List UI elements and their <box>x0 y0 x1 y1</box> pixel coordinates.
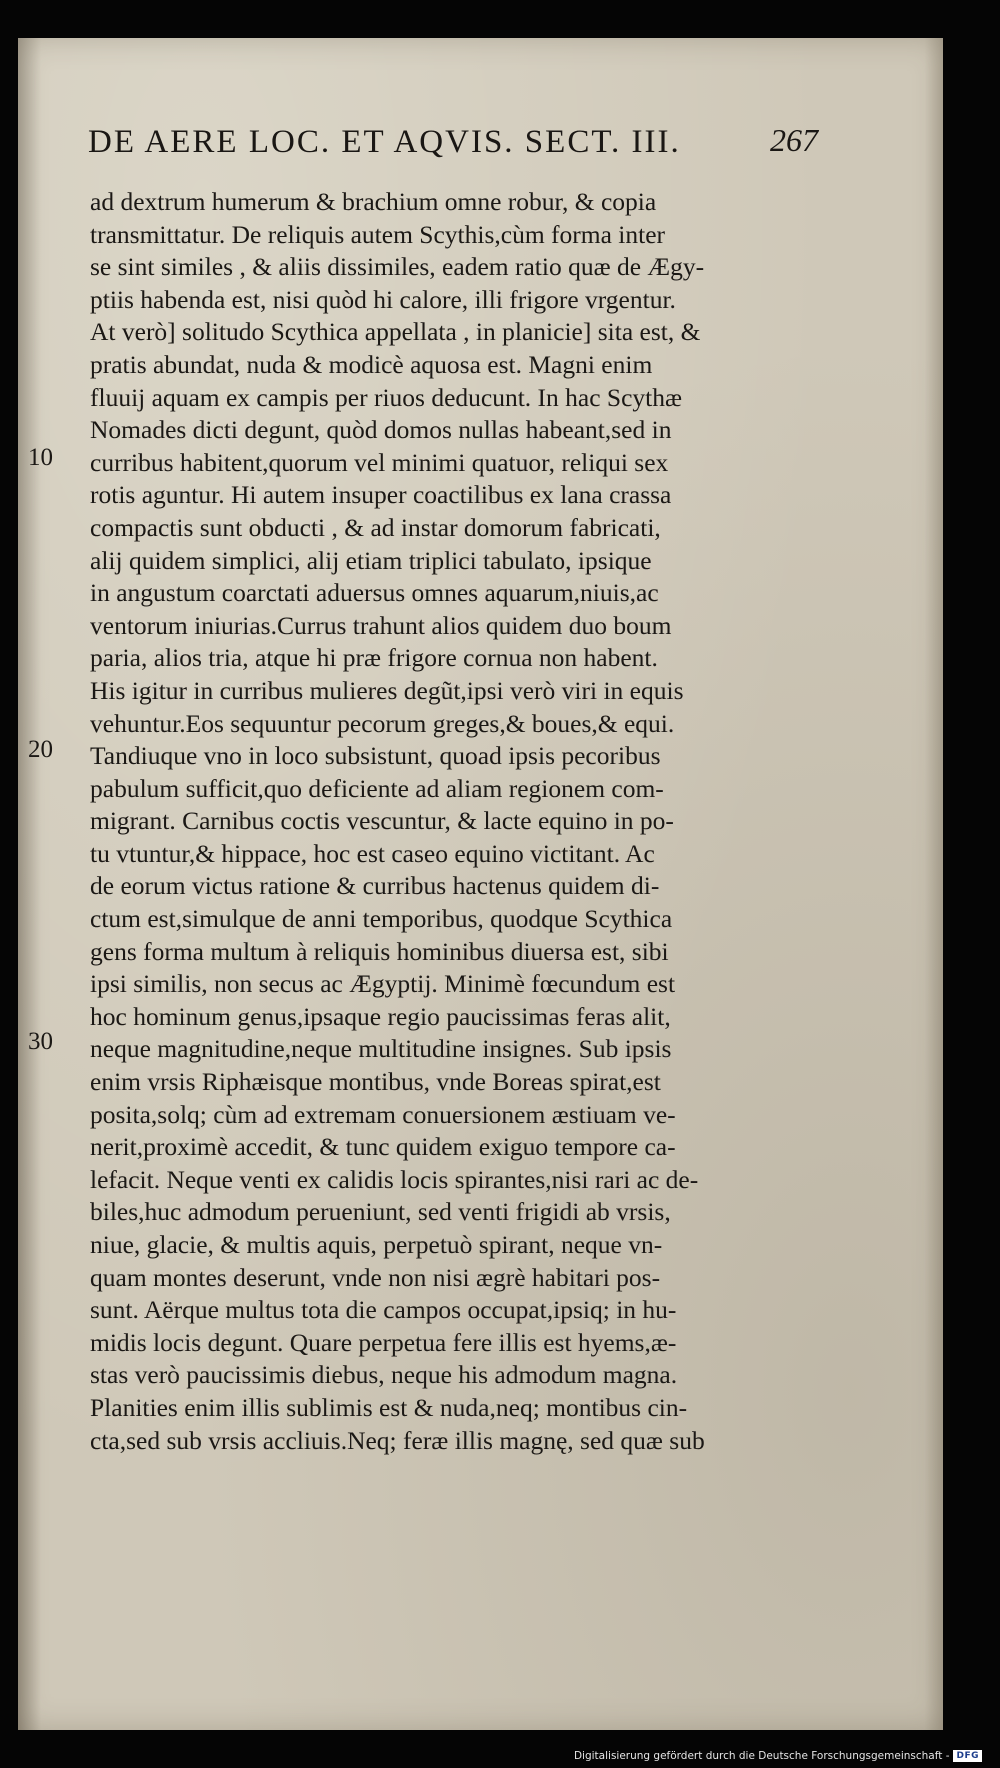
text-line: curribus habitent,quorum vel minimi quatuor, reliqui sex <box>90 447 669 477</box>
text-line: pratis abundat, nuda & modicè aquosa est. Magni enim <box>90 349 653 379</box>
text-line: ventorum iniurias.Currus trahunt alios quidem duo boum <box>90 610 672 640</box>
text-line: gens forma multum à reliquis hominibus diuersa est, sibi <box>90 936 669 966</box>
text-line: hoc hominum genus,ipsaque regio paucissimas feras alit, <box>90 1001 671 1031</box>
text-line: quam montes deserunt, vnde non nisi ægrè habitari pos- <box>90 1262 661 1292</box>
text-line: niue, glacie, & multis aquis, perpetuò spirant, neque vn- <box>90 1230 663 1259</box>
digitization-credit <box>574 1750 982 1762</box>
body-text <box>90 186 790 1457</box>
text-line: fluuij aquam ex campis per riuos deducunt. In hac Scythæ <box>90 382 683 412</box>
text-line: At verò] solitudo Scythica appellata , in planicie] sita est, & <box>90 317 701 347</box>
text-line: ctum est,simulque de anni temporibus, quodque Scythica <box>90 904 673 934</box>
text-line: in angustum coarctati aduersus omnes aquarum,niuis,ac <box>90 578 659 608</box>
text-line: se sint similes , & aliis dissimiles, eadem ratio quæ de Ægy- <box>90 252 705 282</box>
text-line: sunt. Aërque multus tota die campos occupat,ipsiq; in hu- <box>90 1295 677 1325</box>
text-line: ipsi similis, non secus ac Ægyptij. Minimè fœcundum est <box>90 969 676 999</box>
text-line: enim vrsis Riphæisque montibus, vnde Boreas spirat,est <box>90 1067 661 1097</box>
text-line: rotis aguntur. Hi autem insuper coactilibus ex lana crassa <box>90 480 672 510</box>
text-line: biles,huc admodum perueniunt, sed venti frigidi ab vrsis, <box>90 1197 671 1227</box>
text-line: nerit,proximè accedit, & tunc quidem exiguo tempore ca- <box>90 1132 676 1162</box>
book-page <box>18 38 943 1730</box>
text-line: Tandiuque vno in loco subsistunt, quoad ipsis pecoribus <box>90 741 661 771</box>
text-line: posita,solq; cùm ad extremam conuersionem æstiuam ve- <box>90 1099 676 1129</box>
text-line: alij quidem simplici, alij etiam triplici tabulato, ipsique <box>90 545 652 575</box>
text-line: paria, alios tria, atque hi præ frigore cornua non habent. <box>90 643 658 673</box>
page-number: 267 <box>770 122 818 158</box>
text-line: midis locis degunt. Quare perpetua fere illis est hyems,æ- <box>90 1327 677 1357</box>
text-line: stas verò paucissimis diebus, neque his admodum magna. <box>90 1360 678 1390</box>
credit-text: Digitalisierung gefördert durch die Deutsche Forschungsgemeinschaft - <box>573 1750 950 1762</box>
running-head: DE AERE LOC. ET AQVIS. SECT. III. <box>88 124 681 160</box>
text-line: compactis sunt obducti , & ad instar domorum fabricati, <box>90 512 661 542</box>
text-line: Planities enim illis sublimis est & nuda,neq; montibus cin- <box>90 1392 688 1422</box>
text-line: Nomades dicti degunt, quòd domos nullas habeant,sed in <box>90 415 672 445</box>
text-line: de eorum victus ratione & curribus hactenus quidem di- <box>90 871 660 901</box>
text-line: His igitur in curribus mulieres degũt,ipsi verò viri in equis <box>90 675 684 705</box>
text-line: cta,sed sub vrsis accliuis.Neq; feræ illis magnę, sed quæ sub <box>90 1425 705 1455</box>
text-line: neque magnitudine,neque multitudine insignes. Sub ipsis <box>90 1034 672 1064</box>
text-line: ptiis habenda est, nisi quòd hi calore, illi frigore vrgentur. <box>90 284 676 314</box>
text-line: vehuntur.Eos sequuntur pecorum greges,& boues,& equi. <box>90 708 675 738</box>
line-number-20: 20 <box>28 736 53 763</box>
line-number-30: 30 <box>28 1028 53 1055</box>
text-line: lefacit. Neque venti ex calidis locis spirantes,nisi rari ac de- <box>90 1164 699 1194</box>
dfg-logo: DFG <box>953 1750 982 1762</box>
text-line: migrant. Carnibus coctis vescuntur, & lacte equino in po- <box>90 806 674 836</box>
text-line: tu vtuntur,& hippace, hoc est caseo equino victitant. Ac <box>90 838 655 868</box>
text-line: transmittatur. De reliquis autem Scythis,cùm forma inter <box>90 219 666 249</box>
line-number-10: 10 <box>28 444 53 471</box>
text-line: pabulum sufficit,quo deficiente ad aliam regionem com- <box>90 773 664 803</box>
text-line: ad dextrum humerum & brachium omne robur, & copia <box>90 187 657 216</box>
